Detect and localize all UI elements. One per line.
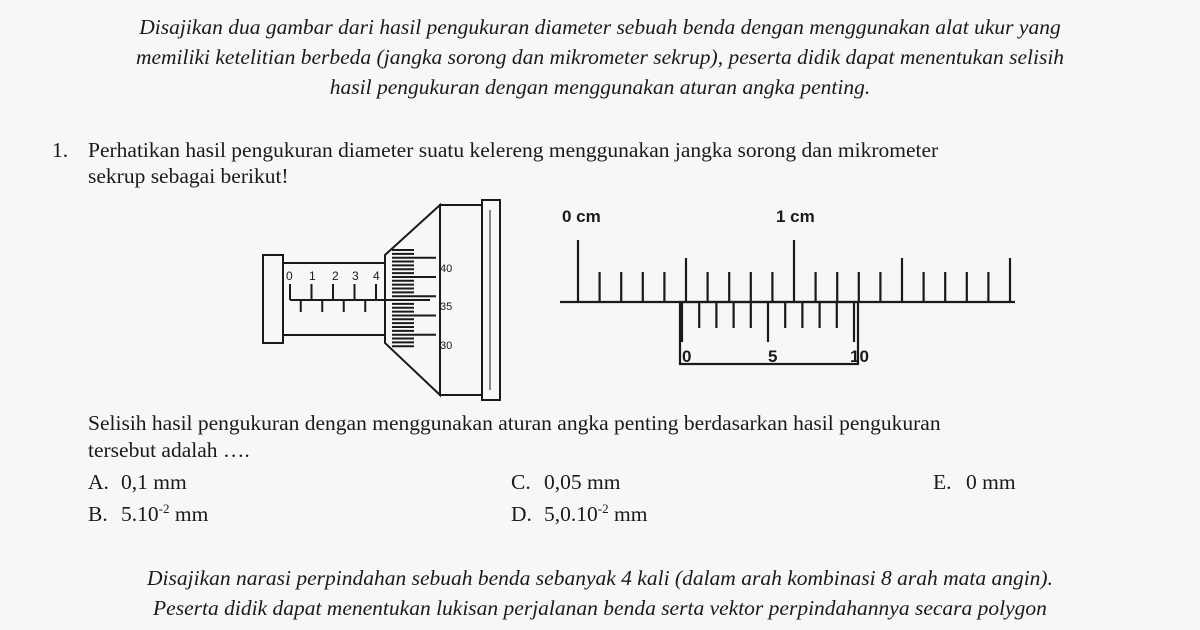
sleeve-label-1: 1: [309, 269, 316, 283]
sleeve-label-3: 3: [352, 269, 359, 283]
option-b-unit: mm: [169, 502, 209, 526]
vernier-label-5: 5: [768, 347, 778, 366]
question-number: 1.: [52, 138, 69, 162]
micrometer-ratchet-cap: [482, 200, 500, 400]
thimble-label-35: 35: [440, 301, 453, 313]
option-e[interactable]: [933, 470, 1016, 495]
question-text-line-1: Perhatikan hasil pengukuran diameter suatu kelereng menggunakan jangka sorong dan mikrometer: [88, 138, 939, 162]
caliper-vernier-ticks: [682, 302, 854, 342]
option-d-unit: mm: [608, 502, 648, 526]
micrometer-ratchet-body: [440, 205, 482, 395]
option-b-letter: B.: [88, 502, 108, 526]
option-c-letter: C.: [511, 470, 531, 494]
sleeve-label-4: 4: [373, 269, 380, 283]
micrometer-figure: [263, 200, 500, 400]
option-e-letter: E.: [933, 470, 952, 494]
micrometer-anvil: [263, 255, 283, 343]
option-b-exponent: -2: [158, 501, 170, 516]
sleeve-label-2: 2: [332, 269, 339, 283]
vernier-label-0: 0: [682, 347, 692, 366]
outro-line-1: Disajikan narasi perpindahan sebuah benda sebanyak 4 kali (dalam arah kombinasi 8 arah mata angin).: [147, 566, 1053, 590]
option-c[interactable]: [511, 470, 620, 495]
question-stem: [88, 410, 1193, 464]
thimble-label-30: 30: [440, 340, 453, 352]
micrometer-thimble-ticks: [392, 250, 436, 346]
option-b[interactable]: [88, 502, 208, 527]
option-d-exponent: -2: [597, 501, 609, 516]
sleeve-label-0: 0: [286, 269, 293, 283]
caliper-label-1cm: 1 cm: [776, 207, 815, 226]
micrometer-sleeve-ticks: [290, 284, 376, 312]
option-a-letter: A.: [88, 470, 109, 494]
option-d-base: 5,0.10: [544, 502, 598, 526]
option-b-base: 5.10: [121, 502, 159, 526]
stem-line-1: Selisih hasil pengukuran dengan menggunakan aturan angka penting berdasarkan hasil pengukuran: [88, 411, 941, 435]
caliper-figure: [560, 240, 1015, 364]
intro-line-2: memiliki ketelitian berbeda (jangka sorong dan mikrometer sekrup), peserta didik dapat menentukan selisih: [135, 45, 1065, 69]
option-d-letter: D.: [511, 502, 532, 526]
caliper-main-ticks: [578, 240, 1010, 302]
intro-line-1: Disajikan dua gambar dari hasil pengukuran diameter sebuah benda dengan menggunakan alat ukur yang: [139, 15, 1061, 39]
option-c-text: 0,05 mm: [544, 470, 621, 494]
question-text-line-2: sekrup sebagai berikut!: [88, 164, 289, 188]
caliper-label-0cm: 0 cm: [562, 207, 601, 226]
outro-line-2: Peserta didik dapat menentukan lukisan perjalanan benda serta vektor perpindahannya secara polygon: [153, 596, 1047, 620]
thimble-label-40: 40: [440, 263, 453, 275]
stem-line-2: tersebut adalah ….: [88, 438, 250, 462]
option-e-text: 0 mm: [966, 470, 1016, 494]
intro-line-3: hasil pengukuran dengan menggunakan aturan angka penting.: [329, 75, 871, 99]
option-d[interactable]: [511, 502, 647, 527]
option-a-text: 0,1 mm: [121, 470, 187, 494]
outro-paragraph: [0, 563, 1200, 623]
option-a[interactable]: [88, 470, 187, 495]
vernier-label-10: 10: [850, 347, 869, 366]
